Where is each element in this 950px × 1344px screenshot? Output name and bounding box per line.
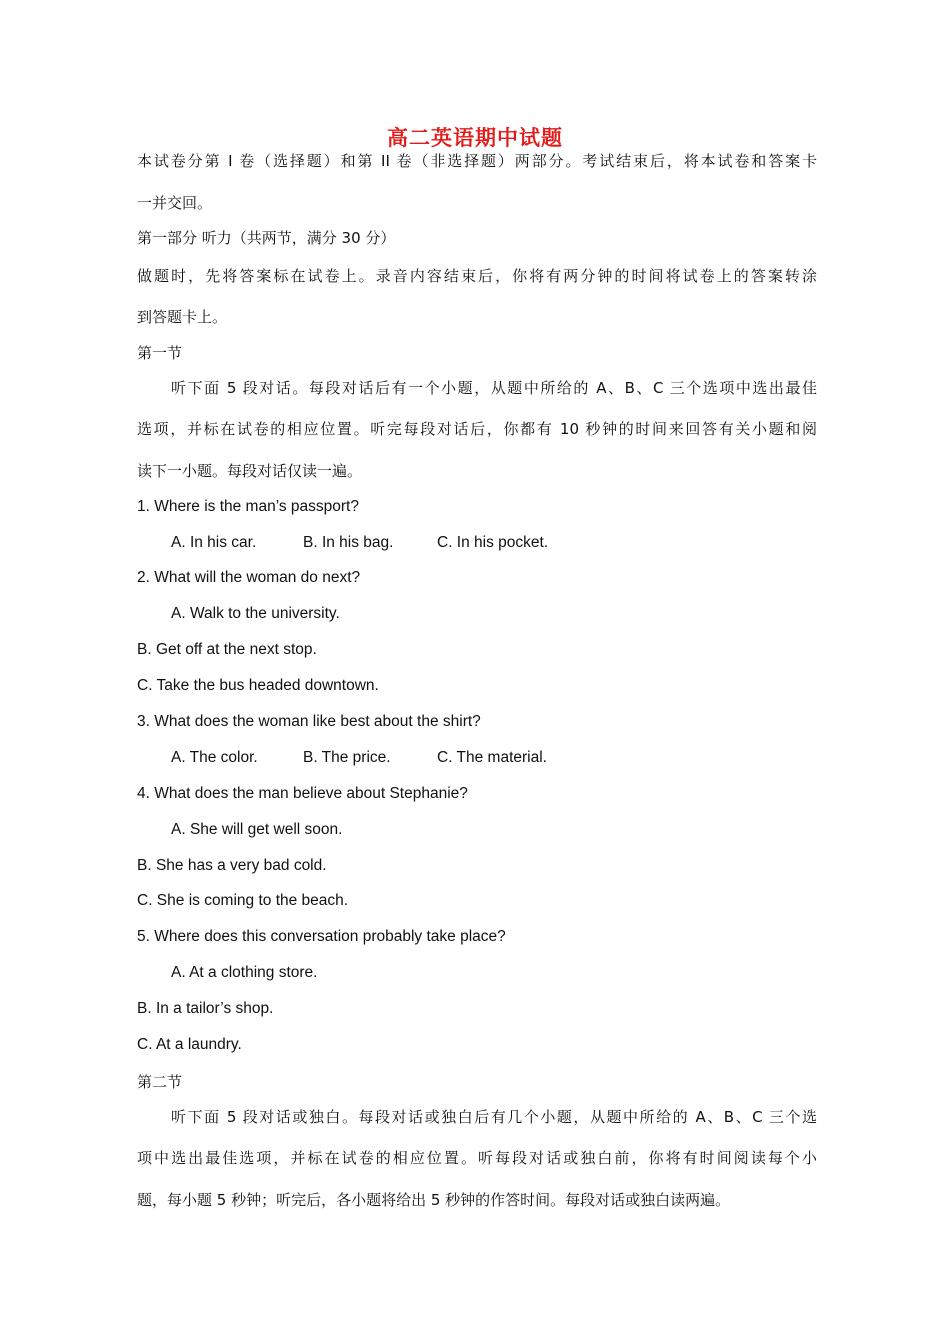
page-title: 高二英语期中试题 [387,126,563,150]
question-3-option-c: C. The material. [437,749,547,766]
section2-instruction-line-2: 项中选出最佳选项，并标在试卷的相应位置。听每段对话或独白前，你将有时间阅读每个小 [137,1149,817,1167]
section1-instruction-line-1: 听下面 5 段对话。每段对话后有一个小题，从题中所给的 A、B、C 三个选项中选出最佳 [171,379,817,397]
question-1-option-c: C. In his pocket. [437,534,549,551]
question-2-option-c: C. Take the bus headed downtown. [137,677,379,694]
question-5-option-b: B. In a tailor’s shop. [137,1000,274,1017]
question-1-stem: 1. Where is the man’s passport? [137,498,359,515]
question-2-option-b: B. Get off at the next stop. [137,641,317,658]
section2-instruction-line-1: 听下面 5 段对话或独白。每段对话或独白后有几个小题，从题中所给的 A、B、C 三个选 [171,1108,817,1126]
section1-instruction-line-2: 选项，并标在试卷的相应位置。听完每段对话后，你都有 10 秒钟的时间来回答有关小题和阅 [137,420,817,438]
question-4-option-a: A. She will get well soon. [171,821,343,838]
question-5-option-c: C. At a laundry. [137,1036,242,1053]
question-4-option-c: C. She is coming to the beach. [137,892,349,909]
question-4-stem: 4. What does the man believe about Stephanie? [137,785,468,802]
section2-instruction-line-3: 题，每小题 5 秒钟；听完后，各小题将给出 5 秒钟的作答时间。每段对话或独白读两遍。 [137,1191,731,1209]
question-4-option-b: B. She has a very bad cold. [137,857,327,874]
question-2-option-a: A. Walk to the university. [171,605,340,622]
question-3-option-b: B. The price. [303,749,391,766]
section1-instruction-line-3: 读下一小题。每段对话仅读一遍。 [137,462,363,480]
question-1-option-b: B. In his bag. [303,534,394,551]
question-2-stem: 2. What will the woman do next? [137,569,361,586]
intro-line-1: 本试卷分第 I 卷（选择题）和第 II 卷（非选择题）两部分。考试结束后，将本试卷和答案卡 [137,152,817,170]
question-3-option-a: A. The color. [171,749,258,766]
part1-instruction-line-1: 做题时，先将答案标在试卷上。录音内容结束后，你将有两分钟的时间将试卷上的答案转涂 [137,267,817,285]
question-1-option-a: A. In his car. [171,534,257,551]
question-5-option-a: A. At a clothing store. [171,964,318,981]
question-3-stem: 3. What does the woman like best about the shirt? [137,713,481,730]
part1-heading: 第一部分 听力（共两节，满分 30 分） [137,229,396,247]
part1-instruction-line-2: 到答题卡上。 [137,308,228,326]
question-5-stem: 5. Where does this conversation probably take place? [137,928,506,945]
section2-heading: 第二节 [137,1073,183,1091]
section1-heading: 第一节 [137,344,183,362]
intro-line-2: 一并交回。 [137,194,213,212]
